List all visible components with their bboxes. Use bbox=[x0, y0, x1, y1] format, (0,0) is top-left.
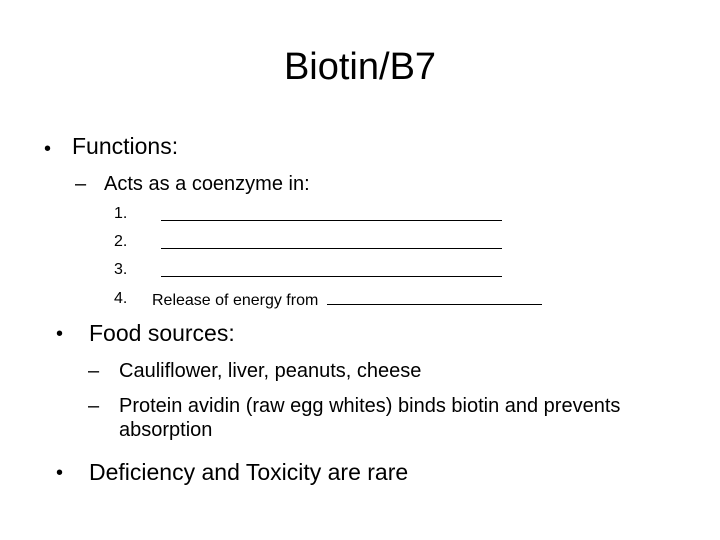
list-number-4: 4. bbox=[114, 290, 128, 307]
bullet-functions: • bbox=[44, 138, 52, 160]
food-item-2: Protein avidin (raw egg whites) binds biotin and prevents absorption bbox=[119, 395, 621, 441]
release-energy-text: Release of energy from bbox=[152, 292, 319, 309]
blank-line-3 bbox=[161, 262, 502, 282]
food-heading: Food sources: bbox=[89, 320, 235, 346]
blank-line-1 bbox=[161, 206, 502, 226]
coenzyme-text: Acts as a coenzyme in: bbox=[104, 173, 310, 195]
blank-line-4 bbox=[327, 290, 542, 305]
food-dash-2: – bbox=[88, 395, 100, 417]
blank-line-2 bbox=[161, 234, 502, 254]
food-dash-1: – bbox=[88, 360, 100, 382]
sub-dash: – bbox=[75, 173, 87, 195]
food-item-1: Cauliflower, liver, peanuts, cheese bbox=[119, 360, 422, 382]
bullet-food: • bbox=[56, 323, 64, 345]
deficiency-heading: Deficiency and Toxicity are rare bbox=[89, 459, 409, 485]
slide-title: Biotin/B7 bbox=[283, 46, 437, 88]
list-number-1: 1. bbox=[114, 205, 128, 222]
list-number-2: 2. bbox=[114, 233, 128, 250]
list-item-4 bbox=[152, 290, 542, 310]
bullet-deficiency: • bbox=[56, 462, 64, 484]
list-number-3: 3. bbox=[114, 261, 128, 278]
functions-heading: Functions: bbox=[72, 133, 179, 159]
